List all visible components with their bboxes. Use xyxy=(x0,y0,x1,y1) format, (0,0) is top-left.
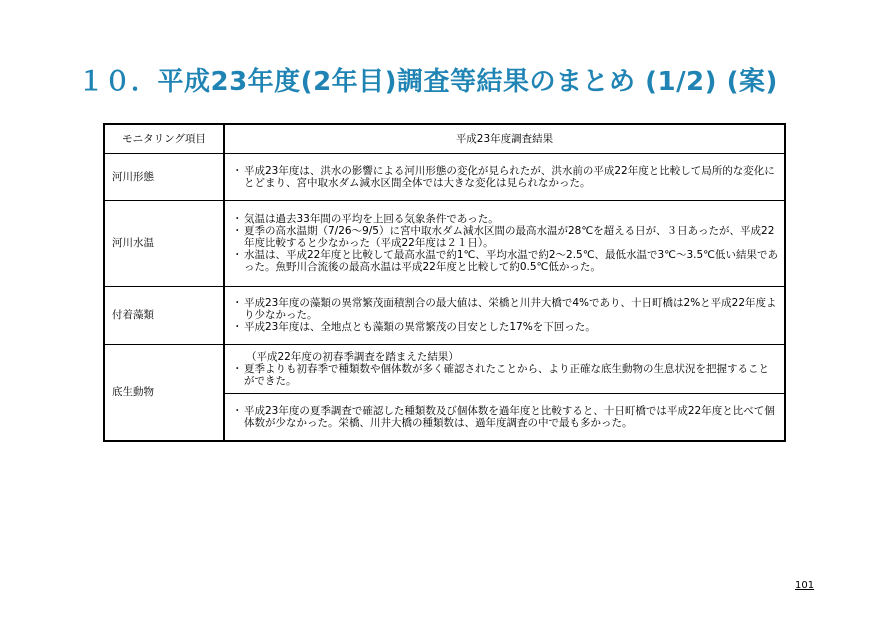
bullet-item xyxy=(232,249,778,273)
bullet-mark: ・ xyxy=(232,213,243,225)
bullet-mark: ・ xyxy=(232,404,243,417)
result-cell xyxy=(224,393,785,441)
result-note: （平成22年度の初春季調査を踏まえた結果） xyxy=(246,350,459,363)
table-row-river-temperature xyxy=(104,200,785,286)
bullet-text: 気温は過去33年間の平均を上回る気象条件であった。 xyxy=(244,213,499,225)
result-cell xyxy=(224,286,785,344)
bullet-text: 平成23年度は、全地点とも藻類の異常繁茂の目安とした17%を下回った。 xyxy=(244,321,596,333)
header-monitoring-item: モニタリング項目 xyxy=(104,124,224,153)
bullet-text: 夏季の高水温期（7/26～9/5）に宮中取水ダム減水区間の最高水温が28℃を超える日が、３日あったが、平成22年度比較すると少なかった（平成22年度は２１日）。 xyxy=(244,225,775,249)
item-label: 河川水温 xyxy=(104,200,224,286)
bullet-mark: ・ xyxy=(232,297,243,309)
table-row-river-form xyxy=(104,153,785,200)
bullet-mark: ・ xyxy=(232,164,243,177)
bullet-item xyxy=(232,363,778,387)
bullet-text: 平成23年度の夏季調査で確認した種類数及び個体数を過年度と比較すると、十日町橋では平成22年度と比べて個体数が少なかった。栄橋、川井大橋の種類数は、過年度調査の中で最も多かった。 xyxy=(244,404,775,429)
bullet-text: 平成23年度は、洪水の影響による河川形態の変化が見られたが、洪水前の平成22年度と比較して局所的な変化にとどまり、宮中取水ダム減水区間全体では大きな変化は見られなかった。 xyxy=(244,164,775,189)
page-number: 101 xyxy=(795,580,815,591)
bullet-mark: ・ xyxy=(232,362,243,375)
bullet-text: 平成23年度の藻類の異常繁茂面積割合の最大値は、栄橋と川井大橋で4%であり、十日町橋は2%と平成22年度より少なかった。 xyxy=(244,297,777,321)
item-label: 河川形態 xyxy=(104,153,224,200)
bullet-item xyxy=(232,321,778,333)
table-header-row xyxy=(104,124,785,153)
header-survey-result: 平成23年度調査結果 xyxy=(224,124,785,153)
item-label: 付着藻類 xyxy=(104,286,224,344)
bullet-item xyxy=(232,297,778,321)
bullet-mark: ・ xyxy=(232,249,243,261)
bullet-item xyxy=(232,225,778,249)
table-row-attached-algae xyxy=(104,286,785,344)
table-row-benthos xyxy=(104,344,785,393)
slide-title: １０．平成23年度(2年目)調査等結果のまとめ (1/2) (案) xyxy=(78,67,778,97)
result-cell xyxy=(224,344,785,393)
bullet-item xyxy=(232,165,778,189)
bullet-text: 夏季よりも初春季で種類数や個体数が多く確認されたことから、より正確な底生動物の生息状況を把握することができた。 xyxy=(244,362,769,387)
monitoring-results-table xyxy=(103,123,786,442)
bullet-mark: ・ xyxy=(232,225,243,237)
bullet-item xyxy=(232,405,778,429)
result-cell xyxy=(224,200,785,286)
bullet-item xyxy=(232,213,778,225)
result-cell xyxy=(224,153,785,200)
bullet-mark: ・ xyxy=(232,321,243,333)
item-label: 底生動物 xyxy=(104,344,224,441)
bullet-text: 水温は、平成22年度と比較して最高水温で約1℃、平均水温で約2～2.5℃、最低水温で3℃～3.5℃低い結果であった。魚野川合流後の最高水温は平成22年度と比較して約0.5℃低かった。 xyxy=(244,249,778,273)
